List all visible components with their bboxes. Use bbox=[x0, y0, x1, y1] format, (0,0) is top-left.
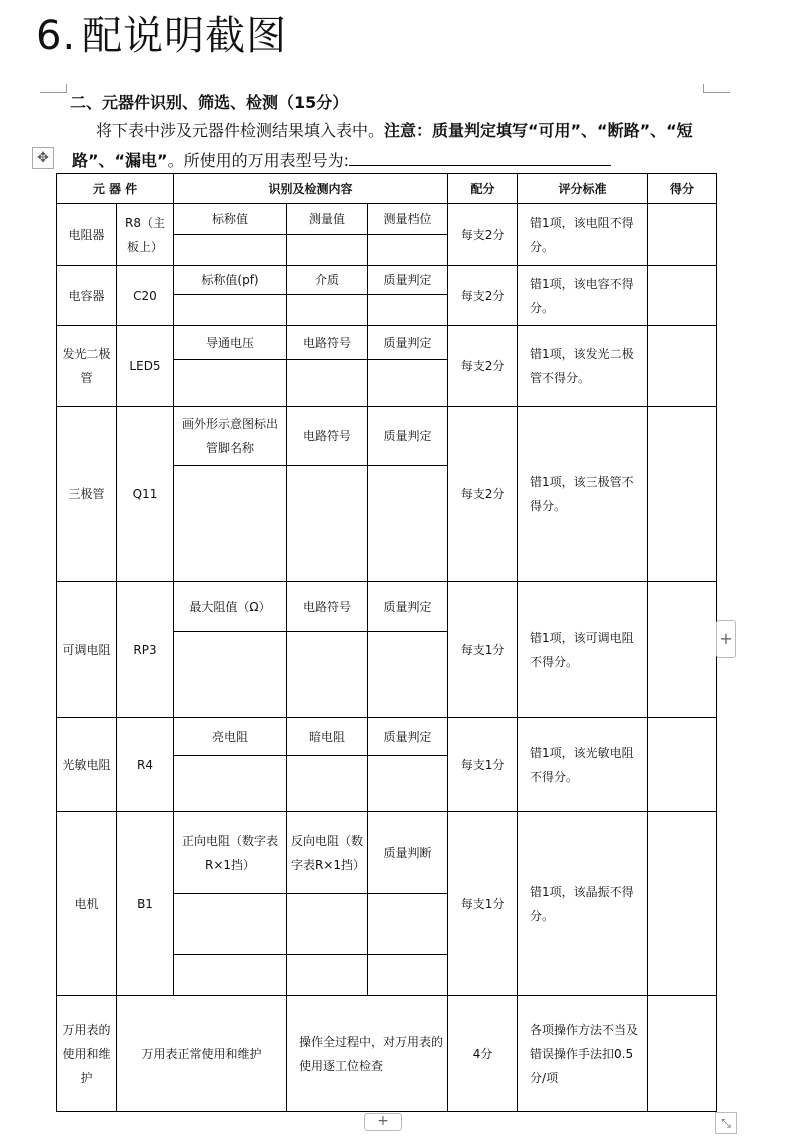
component-id: Q11 bbox=[117, 407, 174, 582]
answer-cell[interactable] bbox=[174, 955, 287, 996]
page-title-number: 6. bbox=[36, 13, 77, 59]
answer-cell[interactable] bbox=[368, 894, 448, 955]
component-name: 电阻器 bbox=[57, 204, 117, 266]
detection-label: 暗电阻 bbox=[287, 718, 368, 756]
answer-cell[interactable] bbox=[287, 894, 368, 955]
component-name: 电容器 bbox=[57, 266, 117, 326]
detection-label: 质量判断 bbox=[368, 812, 448, 894]
table-row bbox=[57, 326, 717, 360]
header-score: 配分 bbox=[448, 174, 518, 204]
header-points: 得分 bbox=[648, 174, 717, 204]
add-row-button[interactable]: + bbox=[364, 1113, 402, 1131]
detection-label: 介质 bbox=[287, 266, 368, 295]
detection-label: 导通电压 bbox=[174, 326, 287, 360]
answer-cell[interactable] bbox=[368, 466, 448, 582]
page-title-text: 配说明截图 bbox=[82, 13, 288, 59]
answer-cell[interactable] bbox=[174, 756, 287, 812]
answer-cell[interactable] bbox=[287, 632, 368, 718]
detection-label: 电路符号 bbox=[287, 326, 368, 360]
answer-cell[interactable] bbox=[287, 756, 368, 812]
detection-label: 测量档位 bbox=[368, 204, 448, 235]
points-cell[interactable] bbox=[648, 204, 717, 266]
answer-cell[interactable] bbox=[287, 466, 368, 582]
intro-paragraph bbox=[72, 116, 712, 176]
table-row bbox=[57, 407, 717, 466]
points-cell[interactable] bbox=[648, 326, 717, 407]
detection-label: 标称值(pf) bbox=[174, 266, 287, 295]
answer-cell[interactable] bbox=[368, 360, 448, 407]
detection-label: 质量判定 bbox=[368, 326, 448, 360]
answer-cell[interactable] bbox=[174, 894, 287, 955]
detection-label: 画外形示意图标出管脚名称 bbox=[174, 407, 287, 466]
component-name: 电机 bbox=[57, 812, 117, 996]
score-cell: 每支2分 bbox=[448, 266, 518, 326]
answer-cell[interactable] bbox=[287, 295, 368, 326]
component-table bbox=[56, 173, 717, 1112]
intro-lead: 将下表中涉及元器件检测结果填入表中。 bbox=[96, 121, 385, 140]
add-column-button[interactable]: + bbox=[716, 620, 736, 658]
detection-label: 质量判定 bbox=[368, 582, 448, 632]
answer-cell[interactable] bbox=[174, 295, 287, 326]
multimeter-method: 操作全过程中，对万用表的使用逐工位检查 bbox=[287, 996, 448, 1112]
criteria-cell: 错1项，该晶振不得分。 bbox=[518, 812, 648, 996]
answer-cell[interactable] bbox=[368, 295, 448, 326]
header-criteria: 评分标准 bbox=[518, 174, 648, 204]
detection-label: 质量判定 bbox=[368, 266, 448, 295]
detection-label: 电路符号 bbox=[287, 582, 368, 632]
component-id: B1 bbox=[117, 812, 174, 996]
answer-cell[interactable] bbox=[174, 632, 287, 718]
component-id: R8（主板上） bbox=[117, 204, 174, 266]
score-cell: 每支1分 bbox=[448, 582, 518, 718]
table-row bbox=[57, 718, 717, 756]
table-row bbox=[57, 266, 717, 295]
component-name: 可调电阻 bbox=[57, 582, 117, 718]
section-heading: 二、元器件识别、筛选、检测（15分） bbox=[70, 93, 349, 112]
criteria-cell: 错1项，该可调电阻不得分。 bbox=[518, 582, 648, 718]
component-id: LED5 bbox=[117, 326, 174, 407]
points-cell[interactable] bbox=[648, 718, 717, 812]
component-id: RP3 bbox=[117, 582, 174, 718]
criteria-cell: 错1项，该电容不得分。 bbox=[518, 266, 648, 326]
score-cell: 每支2分 bbox=[448, 407, 518, 582]
component-id: C20 bbox=[117, 266, 174, 326]
intro-tail: 。所使用的万用表型号为: bbox=[167, 151, 349, 170]
table-row bbox=[57, 582, 717, 632]
table-row bbox=[57, 996, 717, 1112]
score-cell: 每支1分 bbox=[448, 812, 518, 996]
table-row bbox=[57, 812, 717, 894]
answer-cell[interactable] bbox=[368, 632, 448, 718]
score-cell: 每支2分 bbox=[448, 326, 518, 407]
answer-cell[interactable] bbox=[174, 360, 287, 407]
detection-label: 亮电阻 bbox=[174, 718, 287, 756]
answer-cell[interactable] bbox=[368, 756, 448, 812]
answer-cell[interactable] bbox=[174, 235, 287, 266]
answer-cell[interactable] bbox=[287, 360, 368, 407]
answer-cell[interactable] bbox=[287, 955, 368, 996]
component-name: 光敏电阻 bbox=[57, 718, 117, 812]
intro-note: 注意：质量判定填写“可用”、“断路”、“短路”、“漏电” bbox=[72, 121, 693, 170]
header-component: 元 器 件 bbox=[57, 174, 174, 204]
detection-label: 正向电阻（数字表R×1挡） bbox=[174, 812, 287, 894]
page-title bbox=[36, 4, 287, 61]
component-name: 发光二极管 bbox=[57, 326, 117, 407]
score-cell: 每支2分 bbox=[448, 204, 518, 266]
points-cell[interactable] bbox=[648, 407, 717, 582]
criteria-cell: 各项操作方法不当及错误操作手法扣0.5分/项 bbox=[518, 996, 648, 1112]
points-cell[interactable] bbox=[648, 582, 717, 718]
component-id: R4 bbox=[117, 718, 174, 812]
multimeter-content: 万用表正常使用和维护 bbox=[117, 996, 287, 1112]
detection-label: 测量值 bbox=[287, 204, 368, 235]
detection-label: 质量判定 bbox=[368, 407, 448, 466]
margin-corner-mark-left bbox=[40, 84, 67, 93]
score-cell: 每支1分 bbox=[448, 718, 518, 812]
detection-label: 最大阻值（Ω） bbox=[174, 582, 287, 632]
points-cell[interactable] bbox=[648, 812, 717, 996]
detection-label: 质量判定 bbox=[368, 718, 448, 756]
detection-label: 电路符号 bbox=[287, 407, 368, 466]
points-cell[interactable] bbox=[648, 266, 717, 326]
table-row bbox=[57, 204, 717, 235]
answer-cell[interactable] bbox=[368, 955, 448, 996]
component-name: 三极管 bbox=[57, 407, 117, 582]
table-header-row bbox=[57, 174, 717, 204]
answer-cell[interactable] bbox=[368, 235, 448, 266]
answer-cell[interactable] bbox=[174, 466, 287, 582]
margin-corner-mark-right bbox=[703, 84, 730, 93]
answer-cell[interactable] bbox=[287, 235, 368, 266]
detection-label: 标称值 bbox=[174, 204, 287, 235]
multimeter-model-blank[interactable] bbox=[349, 151, 611, 166]
detection-label: 反向电阻（数字表R×1挡） bbox=[287, 812, 368, 894]
header-detection: 识别及检测内容 bbox=[174, 174, 448, 204]
criteria-cell: 错1项，该发光二极管不得分。 bbox=[518, 326, 648, 407]
table-resize-handle-icon[interactable]: ⤡ bbox=[715, 1112, 737, 1134]
criteria-cell: 错1项，该光敏电阻不得分。 bbox=[518, 718, 648, 812]
criteria-cell: 错1项，该三极管不得分。 bbox=[518, 407, 648, 582]
points-cell[interactable] bbox=[648, 996, 717, 1112]
table-move-handle-icon[interactable]: ✥ bbox=[32, 147, 54, 169]
criteria-cell: 错1项，该电阻不得分。 bbox=[518, 204, 648, 266]
component-name: 万用表的使用和维护 bbox=[57, 996, 117, 1112]
score-cell: 4分 bbox=[448, 996, 518, 1112]
